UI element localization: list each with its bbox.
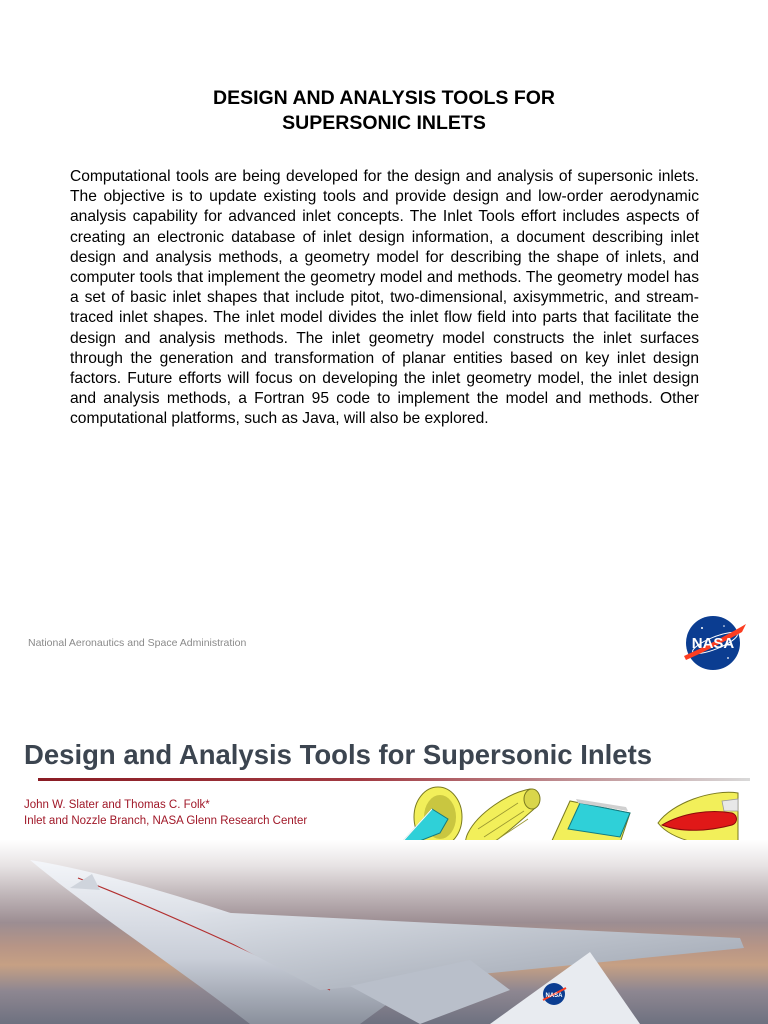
document-title	[0, 86, 768, 136]
authors-block	[24, 797, 307, 829]
nasa-logo-icon	[682, 612, 748, 672]
supersonic-aircraft-image	[0, 840, 768, 1024]
authors-names: John W. Slater and Thomas C. Folk*	[24, 799, 210, 811]
agency-name: National Aeronautics and Space Administration	[28, 637, 247, 649]
document-title-line-1: DESIGN AND ANALYSIS TOOLS FOR	[212, 87, 555, 109]
document-title-line-2: SUPERSONIC INLETS	[282, 112, 486, 134]
title-divider	[38, 778, 750, 781]
tail-nasa-logo-text: NASA	[545, 993, 563, 999]
abstract-paragraph: Computational tools are being developed for the design and analysis of supersonic inlets. The objective is to update existing tools and provide design and low-order aerodynamic analysis capability for advanced inlet concepts. The Inlet Tools effort includes aspects of creating an electronic database of inlet design information, a document describing inlet design and analysis methods, a geometry model for describing the shape of inlets, and computer tools that implement the geometry model and methods. The geometry model has a set of basic inlet shapes that include pitot, two-dimensional, axisymmetric, and stream-traced inlet shapes. The inlet model divides the inlet flow field into parts that facilitate the design and analysis methods. The inlet geometry model constructs the inlet surfaces through the generation and transformation of planar entities based on key inlet design factors. Future efforts will focus on developing the inlet geometry model, the inlet design and analysis methods, a Fortran 95 code to implement the model and methods. Other computational platforms, such as Java, will also be explored.	[70, 168, 699, 428]
slide-title: Design and Analysis Tools for Supersonic Inlets	[24, 739, 653, 770]
authors-affiliation: Inlet and Nozzle Branch, NASA Glenn Research Center	[24, 815, 308, 827]
nasa-logo-text: NASA	[691, 635, 735, 652]
